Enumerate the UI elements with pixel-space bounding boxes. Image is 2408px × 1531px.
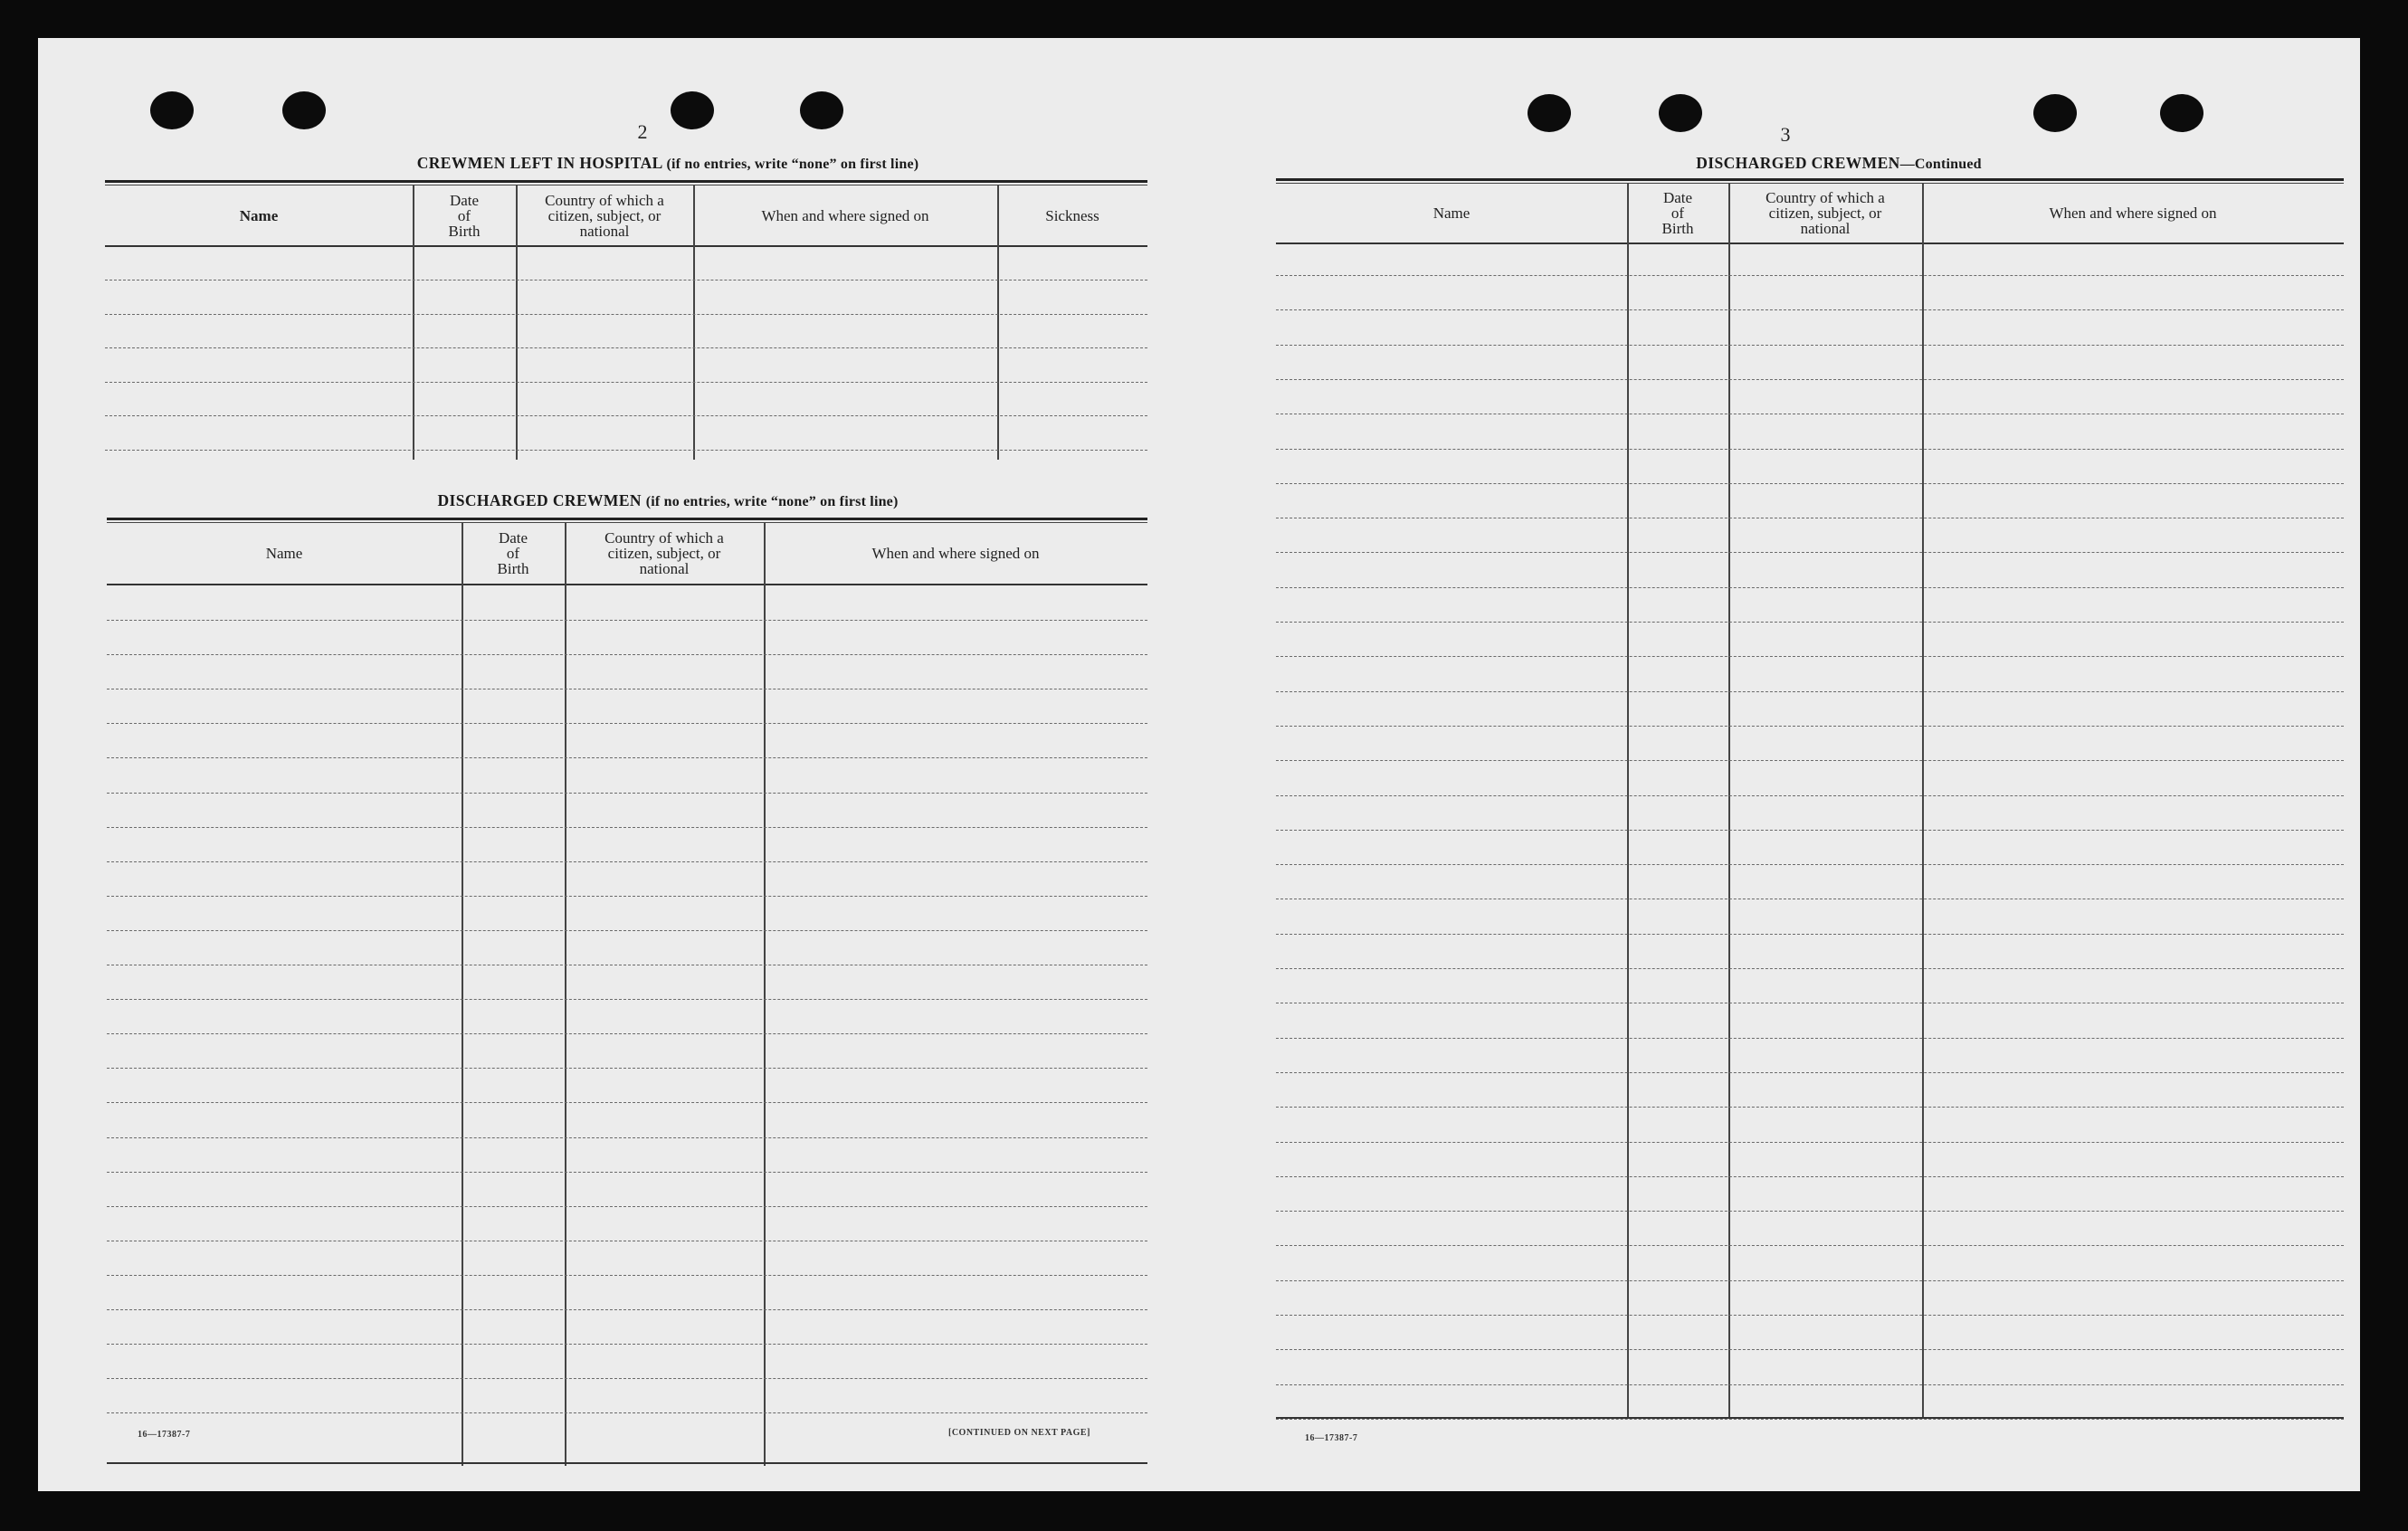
entry-line xyxy=(107,999,1147,1000)
entry-line xyxy=(1276,379,2344,380)
hospital-section-title xyxy=(143,154,1193,173)
hospital-title-subtitle: (if no entries, write “none” on first line) xyxy=(666,157,919,172)
form-paper xyxy=(38,38,2360,1491)
entry-line xyxy=(107,930,1147,931)
punch-hole xyxy=(2033,94,2077,132)
entry-line xyxy=(1276,275,2344,276)
entry-line xyxy=(1276,1245,2344,1246)
col-header-signed-on: When and where signed on xyxy=(2049,204,2217,222)
entry-line xyxy=(105,280,1147,281)
col-header-date-of-birth: Date of Birth xyxy=(497,529,529,577)
col-header-signed-on: When and where signed on xyxy=(761,206,929,224)
discharged-continued-subtitle: —Continued xyxy=(1899,157,1982,172)
entry-line xyxy=(1276,968,2344,969)
table-rows xyxy=(1276,178,2344,1481)
discharged-continued-title xyxy=(1264,154,2408,173)
entry-line xyxy=(1276,309,2344,310)
col-header-signed-on: When and where signed on xyxy=(871,545,1040,562)
entry-line xyxy=(1276,656,2344,657)
entry-line xyxy=(1276,726,2344,727)
punch-hole xyxy=(1528,94,1571,132)
table-bottom-rule xyxy=(1276,1417,2344,1419)
entry-line xyxy=(1276,1107,2344,1108)
entry-line xyxy=(107,1172,1147,1173)
entry-line xyxy=(107,620,1147,621)
entry-line xyxy=(1276,760,2344,761)
entry-line xyxy=(107,861,1147,862)
discharged-section-title xyxy=(143,491,1193,510)
punch-hole xyxy=(2160,94,2203,132)
entry-line xyxy=(1276,1349,2344,1350)
page-number-right: 3 xyxy=(1780,123,1791,146)
entry-line xyxy=(1276,1038,2344,1039)
entry-line xyxy=(1276,1280,2344,1281)
punch-hole xyxy=(1659,94,1702,132)
punch-hole xyxy=(150,91,194,129)
entry-line xyxy=(105,450,1147,451)
hospital-table xyxy=(105,180,1147,497)
entry-line xyxy=(107,1137,1147,1138)
entry-line xyxy=(1276,449,2344,450)
punch-hole xyxy=(800,91,843,129)
entry-line xyxy=(107,827,1147,828)
entry-line xyxy=(107,1275,1147,1276)
entry-line xyxy=(105,415,1147,416)
entry-line xyxy=(107,1102,1147,1103)
entry-line xyxy=(1276,483,2344,484)
col-header-name: Name xyxy=(265,545,303,562)
entry-line xyxy=(107,1068,1147,1069)
entry-line xyxy=(107,1206,1147,1207)
entry-line xyxy=(105,382,1147,383)
entry-line xyxy=(107,1378,1147,1379)
entry-line xyxy=(1276,830,2344,831)
entry-line xyxy=(1276,552,2344,553)
col-header-country: Country of which a citizen, subject, or national xyxy=(1766,189,1885,237)
entry-line xyxy=(107,1412,1147,1413)
page-number-left: 2 xyxy=(637,120,648,143)
entry-line xyxy=(107,1344,1147,1345)
continued-on-next-page: [CONTINUED ON NEXT PAGE] xyxy=(948,1428,1090,1438)
entry-line xyxy=(107,793,1147,794)
col-header-country: Country of which a citizen, subject, or national xyxy=(604,529,724,577)
col-header-name: Name xyxy=(239,206,279,224)
col-header-date-of-birth: Date of Birth xyxy=(448,191,481,240)
entry-line xyxy=(1276,587,2344,588)
entry-line xyxy=(1276,934,2344,935)
entry-line xyxy=(1276,622,2344,623)
col-header-date-of-birth: Date of Birth xyxy=(1661,189,1694,237)
entry-line xyxy=(1276,345,2344,346)
entry-line xyxy=(1276,1211,2344,1212)
discharged-title-subtitle: (if no entries, write “none” on first line) xyxy=(645,494,899,509)
entry-line xyxy=(107,723,1147,724)
entry-line xyxy=(105,314,1147,315)
entry-line xyxy=(107,896,1147,897)
entry-line xyxy=(1276,1176,2344,1177)
punch-hole xyxy=(671,91,714,129)
entry-line xyxy=(1276,1072,2344,1073)
discharged-title-text: DISCHARGED CREWMEN xyxy=(437,491,642,509)
entry-line xyxy=(107,1309,1147,1310)
discharged-continued-text: DISCHARGED CREWMEN xyxy=(1696,154,1900,172)
entry-line xyxy=(1276,1384,2344,1385)
form-number-right: 16—17387-7 xyxy=(1305,1433,1358,1443)
table-rows xyxy=(105,180,1147,497)
entry-line xyxy=(107,757,1147,758)
entry-line xyxy=(107,1033,1147,1034)
entry-line xyxy=(1276,1315,2344,1316)
entry-line xyxy=(107,654,1147,655)
entry-line xyxy=(1276,691,2344,692)
col-header-country: Country of which a citizen, subject, or national xyxy=(545,191,664,240)
discharged-continued-table xyxy=(1276,178,2344,1481)
table-rows xyxy=(107,518,1147,1473)
hospital-title-text: CREWMEN LEFT IN HOSPITAL xyxy=(416,154,662,172)
form-number-left: 16—17387-7 xyxy=(138,1430,191,1440)
col-header-sickness: Sickness xyxy=(1045,206,1099,224)
col-header-name: Name xyxy=(1432,204,1470,222)
table-bottom-rule xyxy=(107,1462,1147,1464)
entry-line xyxy=(105,347,1147,348)
discharged-table xyxy=(107,518,1147,1473)
punch-hole xyxy=(282,91,326,129)
entry-line xyxy=(1276,1142,2344,1143)
entry-line xyxy=(1276,864,2344,865)
entry-line xyxy=(1276,1419,2344,1420)
entry-line xyxy=(1276,795,2344,796)
